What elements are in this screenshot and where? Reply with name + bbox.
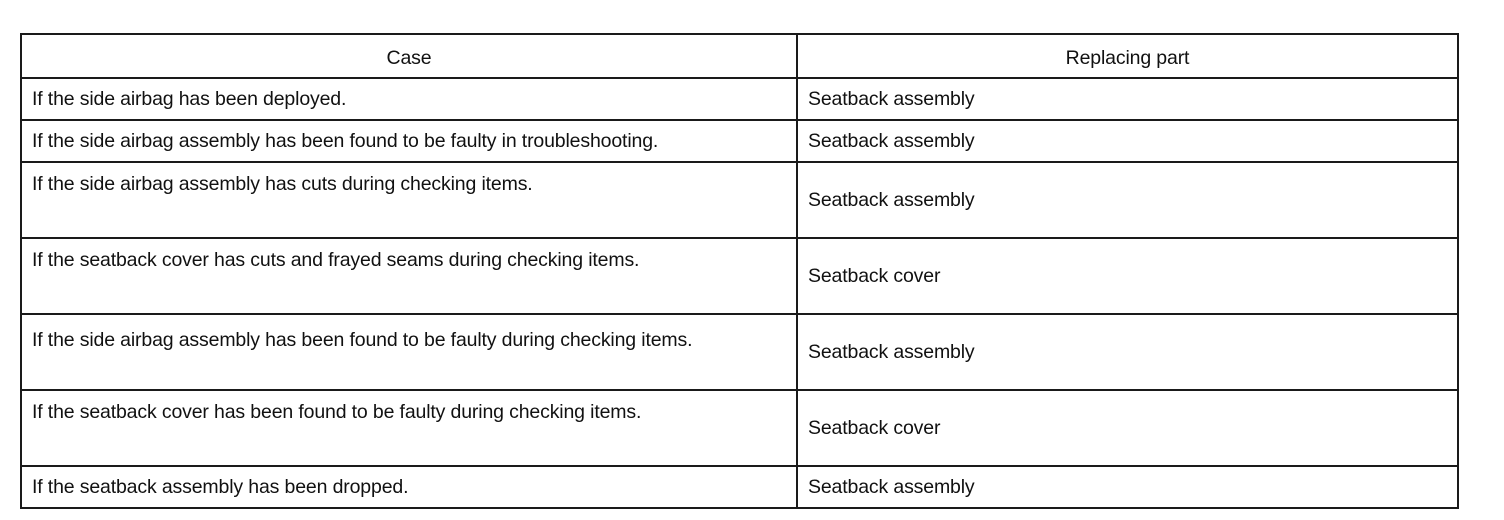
case-cell: If the side airbag has been deployed. <box>21 78 797 120</box>
table-row <box>21 314 1458 390</box>
table-row <box>21 390 1458 466</box>
header-replacing-part: Replacing part <box>797 34 1458 78</box>
table-row <box>21 466 1458 508</box>
case-cell: If the seatback cover has been found to be faulty during checking items. <box>21 390 797 466</box>
case-cell: If the seatback cover has cuts and frayed seams during checking items. <box>21 238 797 314</box>
case-cell: If the seatback assembly has been dropped. <box>21 466 797 508</box>
table-row <box>21 120 1458 162</box>
table-body <box>21 78 1458 508</box>
header-case: Case <box>21 34 797 78</box>
case-cell: If the side airbag assembly has been found to be faulty in troubleshooting. <box>21 120 797 162</box>
table-row <box>21 78 1458 120</box>
part-cell: Seatback assembly <box>797 120 1458 162</box>
part-cell: Seatback assembly <box>797 78 1458 120</box>
part-cell: Seatback assembly <box>797 314 1458 390</box>
part-cell: Seatback cover <box>797 390 1458 466</box>
case-cell: If the side airbag assembly has been found to be faulty during checking items. <box>21 314 797 390</box>
case-cell: If the side airbag assembly has cuts during checking items. <box>21 162 797 238</box>
table-row <box>21 238 1458 314</box>
part-cell: Seatback assembly <box>797 466 1458 508</box>
replacement-table <box>20 33 1459 509</box>
part-cell: Seatback assembly <box>797 162 1458 238</box>
part-cell: Seatback cover <box>797 238 1458 314</box>
table-row <box>21 162 1458 238</box>
table-header <box>21 34 1458 78</box>
header-row <box>21 34 1458 78</box>
